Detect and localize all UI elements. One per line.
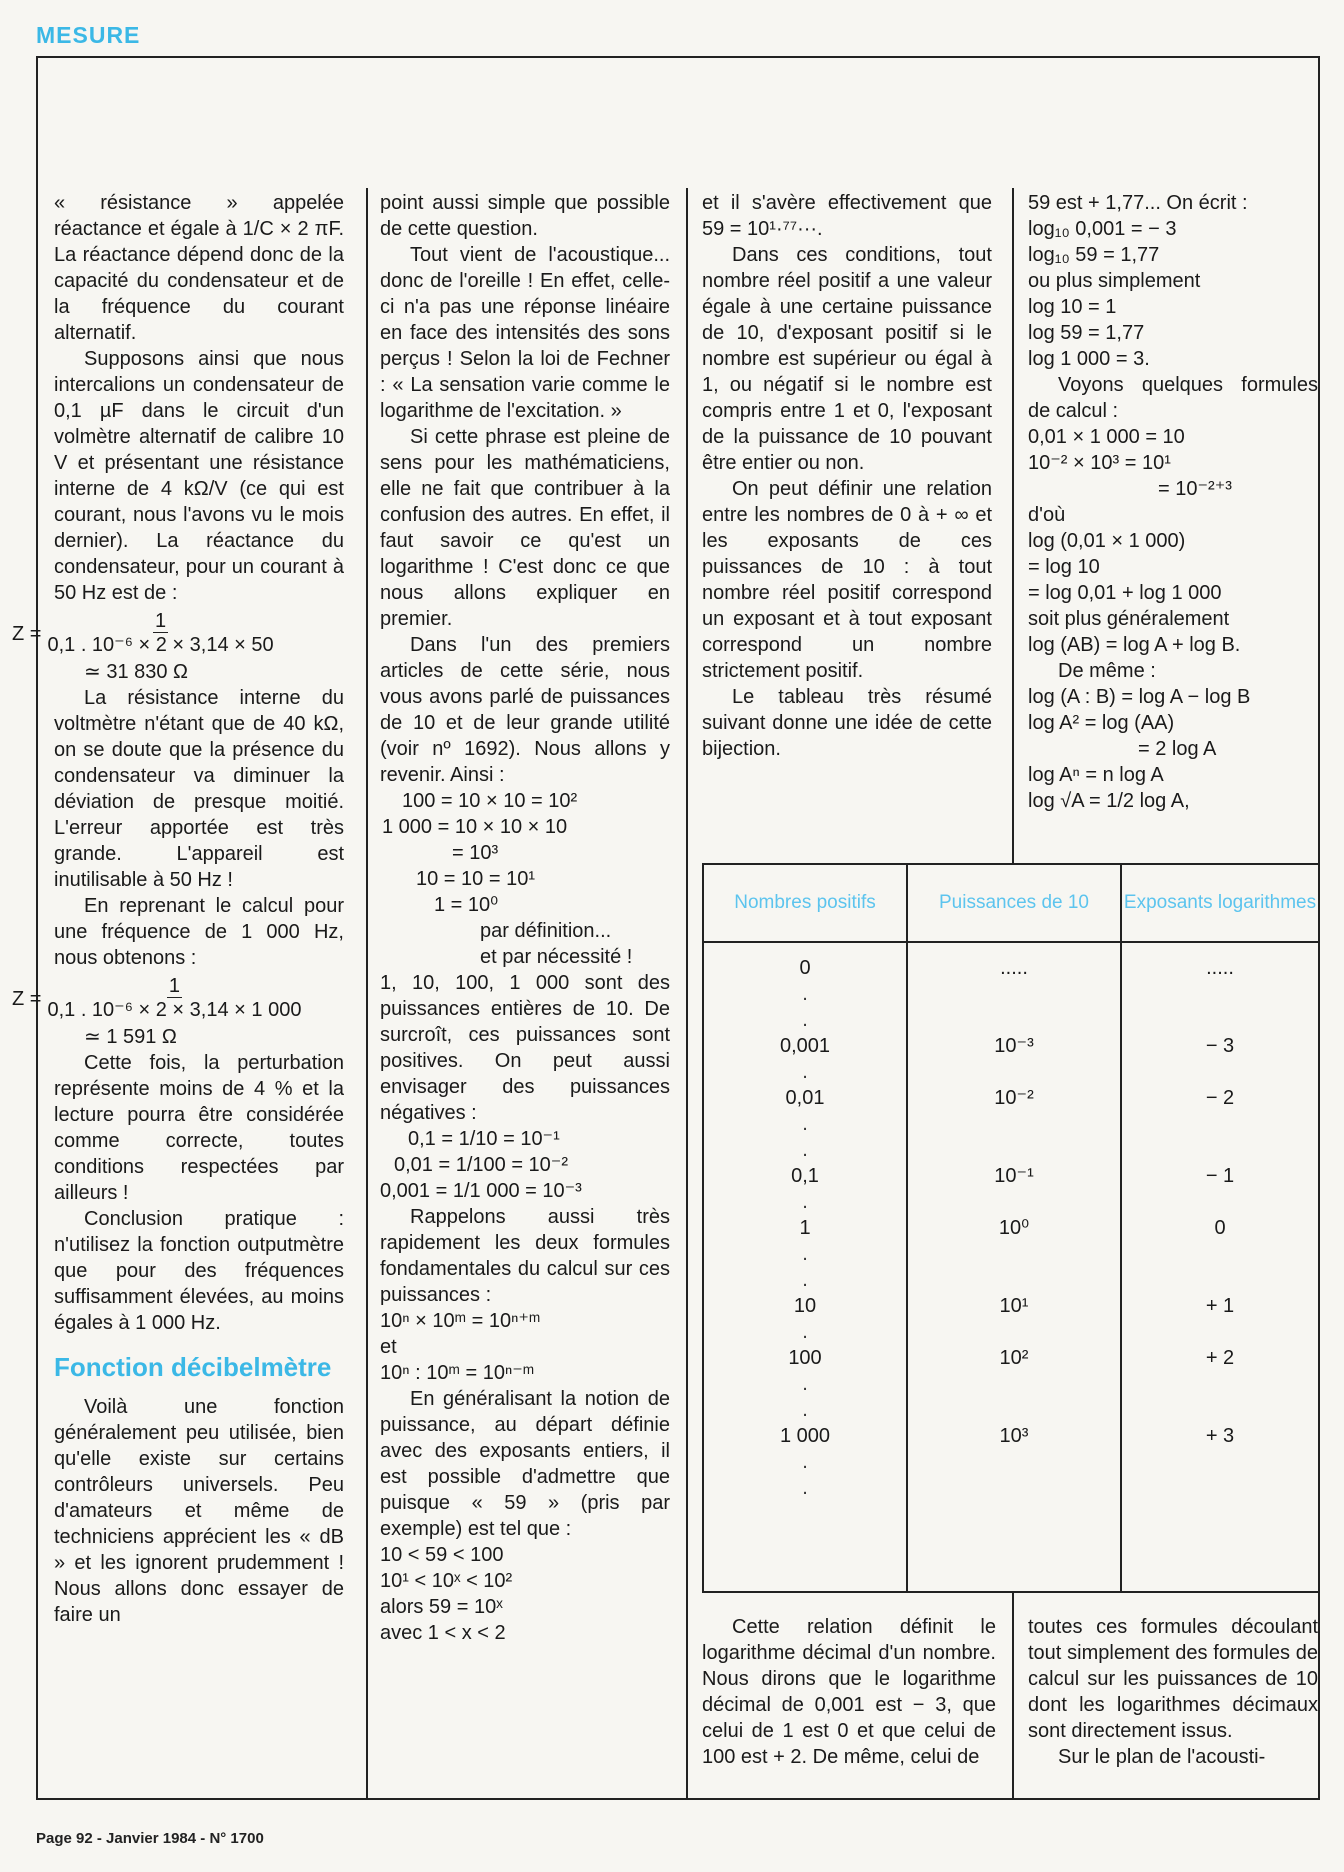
math-line: log √A = 1/2 log A, xyxy=(1028,790,1190,812)
dot-separator: . xyxy=(802,1191,808,1213)
dot-separator: . xyxy=(802,1399,808,1421)
dot-separator: . xyxy=(802,1451,808,1473)
col-exposants xyxy=(1121,942,1319,1592)
column-rule xyxy=(1012,1593,1014,1800)
paragraph: Voyons quelques formules de calcul : xyxy=(1028,374,1318,422)
math-line: d'où xyxy=(1028,504,1066,526)
header-puissances: Puissances de 10 xyxy=(907,864,1121,942)
paragraph: Supposons ainsi que nous intercalions un condensateur de 0,1 µF dans le circuit d'un volmètre alternatif de calibre 10 V et présentant une résistance interne de 4 kΩ/V (ce qui est courant, nous l'avons vu le mois dernier). La réactance du condensateur, pour un courant à 50 Hz est de : xyxy=(54,348,344,604)
formula-z-1000hz xyxy=(12,975,344,1022)
column-3 xyxy=(702,190,992,762)
section-header: MESURE xyxy=(36,22,141,48)
equation-line: 10ⁿ × 10ᵐ = 10ⁿ⁺ᵐ xyxy=(380,1310,541,1332)
math-line: De même : xyxy=(1058,660,1156,682)
cell: + 2 xyxy=(1205,1347,1235,1369)
cell: 0 xyxy=(799,957,811,979)
cell: + 3 xyxy=(1205,1425,1235,1447)
cell: ..... xyxy=(1000,957,1028,979)
math-line: ou plus simplement xyxy=(1028,270,1201,292)
cell: 0 xyxy=(1214,1217,1226,1239)
cell: 10² xyxy=(999,1347,1029,1369)
paragraph: Dans l'un des premiers articles de cette série, nous vous avons parlé de puissances de 10 et de leur grande utilité (voir nº 1692). Nous allons y revenir. Ainsi : xyxy=(380,634,670,786)
cell: + 1 xyxy=(1205,1295,1235,1317)
math-line: = log 0,01 + log 1 000 xyxy=(1028,582,1222,604)
math-line: log (A : B) = log A − log B xyxy=(1028,686,1251,708)
math-line: soit plus généralement xyxy=(1028,608,1230,630)
paragraph: Le tableau très résumé suivant donne une idée de cette bijection. xyxy=(702,686,992,760)
paragraph: toutes ces formules découlant tout simplement des formules de calcul sur les puissances de 10 dont les logarithmes décimaux sont directement issus. xyxy=(1028,1616,1318,1742)
dot-separator: . xyxy=(802,1243,808,1265)
formula-result: ≃ 1 591 Ω xyxy=(84,1026,177,1048)
equation-line: = 10³ xyxy=(452,842,499,864)
cell: 0,1 xyxy=(791,1165,819,1187)
column-1 xyxy=(12,190,344,1628)
paragraph: Cette relation définit le logarithme décimal d'un nombre. Nous dirons que le logarithme décimal de 0,001 est − 3, que celui de 1 est 0 et que celui de 100 est + 2. De même, celui de xyxy=(702,1616,996,1768)
math-line: 59 est + 1,77... On écrit : xyxy=(1028,192,1248,214)
dot-separator: . xyxy=(802,1061,808,1083)
formula-z-50hz xyxy=(12,610,344,657)
cell: 0,001 xyxy=(779,1035,831,1057)
equation-line: 0,001 = 1/1 000 = 10⁻³ xyxy=(380,1180,582,1202)
formula-lhs: Z = xyxy=(12,987,42,1010)
paragraph: 1, 10, 100, 1 000 sont des puissances entières de 10. De surcroît, ces puissances sont positives. On peut aussi envisager des puissances négatives : xyxy=(380,972,670,1124)
paragraph: et il s'avère effectivement que 59 = 10¹·⁷⁷···. xyxy=(702,192,992,240)
math-line: log₁₀ 0,001 = − 3 xyxy=(1028,218,1177,240)
cell: 10⁻¹ xyxy=(994,1165,1034,1187)
equation-line: 0,1 = 1/10 = 10⁻¹ xyxy=(408,1128,560,1150)
paragraph: On peut définir une relation entre les nombres de 0 à + ∞ et les exposants de ces puissances de 10 : à tout nombre réel positif correspond un exposant et à tout exposant correspond un nombre strictement positif. xyxy=(702,478,992,682)
paragraph: Voilà une fonction généralement peu utilisée, bien qu'elle existe sur certains contrôleurs universels. Peu d'amateurs et même de techniciens apprécient les « dB » et les ignorent prudemment ! Nous allons donc essayer de faire un xyxy=(54,1396,344,1626)
cell: 100 xyxy=(788,1347,822,1369)
dot-separator: . xyxy=(802,1477,808,1499)
table-header-row xyxy=(703,864,1319,942)
column-rule xyxy=(686,188,688,1800)
cell: 1 000 xyxy=(779,1425,831,1447)
equation-line: 10¹ < 10ˣ < 10² xyxy=(380,1570,513,1592)
formula-result: ≃ 31 830 Ω xyxy=(84,661,188,683)
cell: 10⁻³ xyxy=(994,1035,1034,1057)
paragraph: En reprenant le calcul pour une fréquence de 1 000 Hz, nous obtenons : xyxy=(54,895,344,969)
equation-line: avec 1 < x < 2 xyxy=(380,1622,506,1644)
cell: 10³ xyxy=(999,1425,1029,1447)
cell: ..... xyxy=(1206,957,1234,979)
equation-note: par définition... xyxy=(480,920,612,942)
column-2 xyxy=(380,190,670,1646)
equation-line: 1 000 = 10 × 10 × 10 xyxy=(382,816,568,838)
math-line: 0,01 × 1 000 = 10 xyxy=(1028,426,1185,448)
dot-separator: . xyxy=(802,983,808,1005)
table-body xyxy=(703,942,1319,1592)
page-footer: Page 92 - Janvier 1984 - N° 1700 xyxy=(36,1830,264,1847)
math-line: log 10 = 1 xyxy=(1028,296,1117,318)
formula-denominator: 0,1 . 10⁻⁶ × 2 × 3,14 × 1 000 xyxy=(47,999,302,1021)
paragraph: Cette fois, la perturbation représente moins de 4 % et la lecture pourra être considérée comme correcte, toutes conditions respectées par ailleurs ! xyxy=(54,1052,344,1204)
formula-denominator: 0,1 . 10⁻⁶ × 2 × 3,14 × 50 xyxy=(47,634,274,656)
column-3-bottom xyxy=(702,1614,996,1770)
dot-separator: . xyxy=(802,1113,808,1135)
equation-line: et xyxy=(380,1336,397,1358)
paragraph: Tout vient de l'acoustique... donc de l'oreille ! En effet, celle-ci n'a pas une réponse linéaire en face des intensités des sons perçus ! Selon la loi de Fechner : « La sensation varie comme le logarithme de l'excitation. » xyxy=(380,244,670,422)
dot-separator: . xyxy=(802,1139,808,1161)
cell: − 1 xyxy=(1205,1165,1235,1187)
logarithm-table xyxy=(702,863,1320,1593)
cell: 0,01 xyxy=(785,1087,825,1109)
equation-line: alors 59 = 10ˣ xyxy=(380,1596,503,1618)
paragraph: Dans ces conditions, tout nombre réel positif a une valeur égale à une certaine puissance de 10, d'exposant positif si le nombre est supérieur ou égal à 1, ou négatif si le nombre est compris entre 1 et 0, l'exposant de la puissance de 10 pouvant être entier ou non. xyxy=(702,244,992,474)
math-line: log Aⁿ = n log A xyxy=(1028,764,1164,786)
cell: 1 xyxy=(799,1217,811,1239)
column-4 xyxy=(1028,190,1318,814)
math-line: = 10⁻²⁺³ xyxy=(1158,478,1232,500)
paragraph: Sur le plan de l'acousti- xyxy=(1058,1746,1266,1768)
equation-line: 10 = 10 = 10¹ xyxy=(416,868,535,890)
dot-separator: . xyxy=(802,1269,808,1291)
equation-line: 1 = 10⁰ xyxy=(434,894,499,916)
dot-separator: . xyxy=(802,1321,808,1343)
math-line: 10⁻² × 10³ = 10¹ xyxy=(1028,452,1171,474)
equation-line: 10 < 59 < 100 xyxy=(380,1544,504,1566)
math-line: = 2 log A xyxy=(1138,738,1217,760)
math-line: log (AB) = log A + log B. xyxy=(1028,634,1241,656)
formula-lhs: Z = xyxy=(12,622,42,645)
equation-line: 10ⁿ : 10ᵐ = 10ⁿ⁻ᵐ xyxy=(380,1362,535,1384)
math-line: log A² = log (AA) xyxy=(1028,712,1175,734)
cell: − 2 xyxy=(1205,1087,1235,1109)
col-puissances xyxy=(907,942,1121,1592)
paragraph: Si cette phrase est pleine de sens pour les mathématiciens, elle ne fait que contribuer à la confusion des autres. En effet, il faut savoir ce qu'est un logarithme ! C'est donc ce que nous allons expliquer en premier. xyxy=(380,426,670,630)
col-nombres xyxy=(703,942,907,1592)
formula-numerator: 1 xyxy=(168,975,180,997)
math-line: log 59 = 1,77 xyxy=(1028,322,1145,344)
column-4-bottom xyxy=(1028,1614,1318,1770)
cell: 10¹ xyxy=(999,1295,1029,1317)
math-line: log (0,01 × 1 000) xyxy=(1028,530,1186,552)
cell: 10 xyxy=(793,1295,817,1317)
paragraph: En généralisant la notion de puissance, au départ définie avec des exposants entiers, il est possible d'admettre que puisque « 59 » (pris par exemple) est tel que : xyxy=(380,1388,670,1540)
math-line: log₁₀ 59 = 1,77 xyxy=(1028,244,1160,266)
column-rule xyxy=(366,188,368,1800)
equation-note: et par nécessité ! xyxy=(480,946,633,968)
paragraph: Conclusion pratique : n'utilisez la fonction outputmètre que pour des fréquences suffisamment élevées, au moins égales à 1 000 Hz. xyxy=(54,1208,344,1334)
cell: − 3 xyxy=(1205,1035,1235,1057)
formula-numerator: 1 xyxy=(154,610,167,632)
paragraph: point aussi simple que possible de cette question. xyxy=(380,192,670,240)
paragraph: Rappelons aussi très rapidement les deux formules fondamentales du calcul sur ces puissances : xyxy=(380,1206,670,1306)
dot-separator: . xyxy=(802,1009,808,1031)
dot-separator: . xyxy=(802,1373,808,1395)
cell: 10⁻² xyxy=(994,1087,1034,1109)
paragraph: La résistance interne du voltmètre n'étant que de 40 kΩ, on se doute que la présence du condensateur va diminuer la déviation de presque moitié. L'erreur apportée est très grande. L'appareil est inutilisable à 50 Hz ! xyxy=(54,687,344,891)
paragraph: « résistance » appelée réactance et égale à 1/C × 2 πF. La réactance dépend donc de la capacité du condensateur et de la fréquence du courant alternatif. xyxy=(54,192,344,344)
section-heading: Fonction décibelmètre xyxy=(54,1352,332,1382)
math-line: log 1 000 = 3. xyxy=(1028,348,1150,370)
equation-line: 100 = 10 × 10 = 10² xyxy=(402,790,578,812)
math-line: = log 10 xyxy=(1028,556,1100,578)
header-exposants: Exposants logarithmes xyxy=(1121,864,1319,942)
column-rule xyxy=(1012,188,1014,863)
equation-line: 0,01 = 1/100 = 10⁻² xyxy=(394,1154,569,1176)
header-nombres: Nombres positifs xyxy=(703,864,907,942)
cell: 10⁰ xyxy=(998,1217,1030,1239)
